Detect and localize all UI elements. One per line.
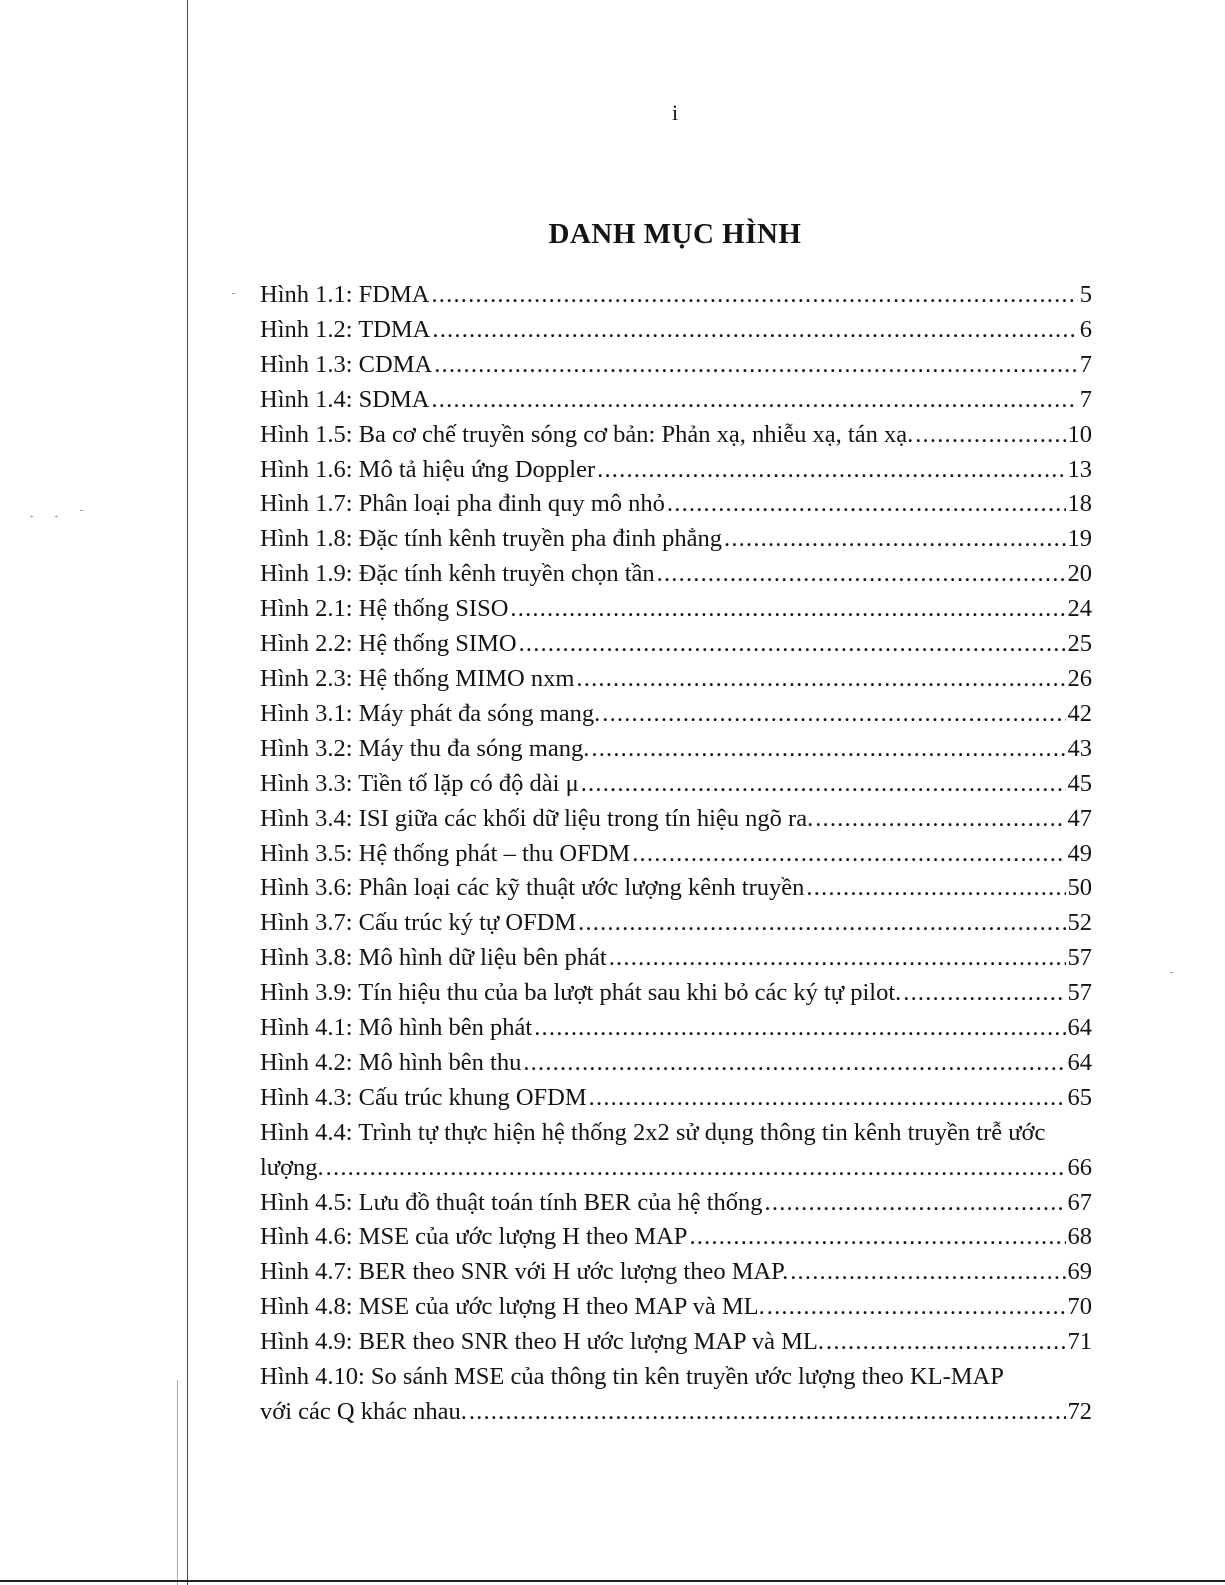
dot-leader bbox=[534, 1011, 1065, 1046]
dot-leader bbox=[431, 383, 1077, 418]
dot-leader bbox=[326, 1151, 1066, 1186]
dot-leader bbox=[431, 278, 1077, 313]
entry-page-number: 10 bbox=[1067, 420, 1092, 448]
dot-leader bbox=[432, 313, 1077, 348]
figure-list-entry[interactable] bbox=[260, 697, 1092, 732]
dot-leader bbox=[434, 348, 1078, 383]
entry-page-number: 25 bbox=[1067, 630, 1092, 658]
dot-leader bbox=[767, 1290, 1066, 1325]
entry-label: Hình 3.7: Cấu trúc ký tự OFDM bbox=[260, 909, 577, 937]
figure-list-entry[interactable] bbox=[260, 522, 1092, 557]
entry-label: Hình 3.6: Phân loại các kỹ thuật ước lượng kênh truyền bbox=[260, 874, 805, 902]
entry-page-number: 66 bbox=[1067, 1153, 1092, 1181]
dot-leader bbox=[657, 557, 1066, 592]
dot-leader bbox=[581, 767, 1066, 802]
entry-page-number: 26 bbox=[1067, 664, 1092, 692]
entry-label: Hình 3.5: Hệ thống phát – thu OFDM bbox=[260, 839, 631, 867]
binding-edge-line-secondary bbox=[177, 1380, 178, 1585]
figure-list-entry[interactable] bbox=[260, 1220, 1092, 1255]
figure-list-entry[interactable] bbox=[260, 1186, 1092, 1221]
figure-list-entry[interactable] bbox=[260, 767, 1092, 802]
entry-page-number: 13 bbox=[1067, 455, 1092, 483]
dot-leader bbox=[469, 1395, 1066, 1430]
entry-page-number: 70 bbox=[1067, 1293, 1092, 1321]
entry-label: Hình 1.7: Phân loại pha đinh quy mô nhỏ bbox=[260, 490, 665, 518]
figure-list-entry[interactable] bbox=[260, 278, 1092, 313]
entry-label: Hình 3.8: Mô hình dữ liệu bên phát bbox=[260, 944, 607, 972]
entry-label: Hình 4.7: BER theo SNR với H ước lượng theo MAP. bbox=[260, 1258, 789, 1286]
figure-list-entry[interactable] bbox=[260, 348, 1092, 383]
figure-list-entry[interactable] bbox=[260, 627, 1092, 662]
entry-label: Hình 4.4: Trình tự thực hiện hệ thống 2x2 sử dụng thông tin kênh truyền trễ ước bbox=[260, 1118, 1046, 1146]
entry-page-number: 64 bbox=[1067, 1014, 1092, 1042]
entry-label: Hình 4.8: MSE của ước lượng H theo MAP và ML. bbox=[260, 1293, 765, 1321]
entry-page-number: 67 bbox=[1067, 1188, 1092, 1216]
scan-speck bbox=[80, 510, 83, 511]
entry-page-number: 65 bbox=[1067, 1083, 1092, 1111]
entry-label-continuation: với các Q khác nhau. bbox=[260, 1398, 467, 1425]
figure-list-entry[interactable] bbox=[260, 1325, 1092, 1360]
dot-leader bbox=[806, 871, 1065, 906]
entry-label: Hình 1.6: Mô tả hiệu ứng Doppler bbox=[260, 455, 596, 483]
entry-label: Hình 2.1: Hệ thống SISO bbox=[260, 595, 509, 623]
figure-list-entry[interactable] bbox=[260, 1116, 1092, 1186]
figure-list-entry[interactable] bbox=[260, 313, 1092, 348]
dot-leader bbox=[591, 732, 1065, 767]
figure-list-entry[interactable] bbox=[260, 662, 1092, 697]
figure-list-entry[interactable] bbox=[260, 976, 1092, 1011]
dot-leader bbox=[576, 662, 1065, 697]
entry-label: Hình 4.9: BER theo SNR theo H ước lượng MAP và ML. bbox=[260, 1328, 825, 1356]
figure-list-entry[interactable] bbox=[260, 871, 1092, 906]
entry-page-number: 7 bbox=[1079, 350, 1092, 378]
scan-speck bbox=[55, 516, 58, 517]
dot-leader bbox=[578, 906, 1065, 941]
entry-page-number: 5 bbox=[1079, 281, 1092, 308]
entry-page-number: 7 bbox=[1079, 385, 1092, 413]
page-title: DANH MỤC HÌNH bbox=[548, 218, 802, 250]
dot-leader bbox=[589, 1081, 1066, 1116]
figure-list-entry[interactable] bbox=[260, 802, 1092, 837]
dot-leader bbox=[602, 697, 1065, 732]
figure-list bbox=[260, 278, 1092, 1430]
entry-page-number: 52 bbox=[1067, 909, 1092, 937]
figure-list-entry[interactable] bbox=[260, 1081, 1092, 1116]
entry-label: Hình 1.8: Đặc tính kênh truyền pha đinh phẳng bbox=[260, 525, 723, 553]
dot-leader bbox=[724, 522, 1065, 557]
dot-leader bbox=[519, 627, 1066, 662]
entry-label: Hình 4.1: Mô hình bên phát bbox=[260, 1014, 533, 1042]
scan-speck bbox=[232, 293, 235, 294]
entry-page-number: 69 bbox=[1067, 1258, 1092, 1286]
figure-list-entry[interactable] bbox=[260, 557, 1092, 592]
dot-leader bbox=[597, 453, 1065, 488]
dot-leader bbox=[689, 1220, 1065, 1255]
entry-label: Hình 1.4: SDMA bbox=[260, 385, 430, 413]
entry-page-number: 20 bbox=[1067, 560, 1092, 588]
entry-label: Hình 2.2: Hệ thống SIMO bbox=[260, 630, 517, 658]
figure-list-entry[interactable] bbox=[260, 383, 1092, 418]
entry-page-number: 64 bbox=[1067, 1048, 1092, 1076]
entry-page-number: 50 bbox=[1067, 874, 1092, 902]
entry-label: Hình 1.9: Đặc tính kênh truyền chọn tần bbox=[260, 560, 655, 588]
page-bottom-edge bbox=[0, 1580, 1225, 1582]
dot-leader bbox=[667, 487, 1066, 522]
entry-label: Hình 3.3: Tiền tố lặp có độ dài μ bbox=[260, 769, 579, 797]
entry-label: Hình 4.10: So sánh MSE của thông tin kên truyền ước lượng theo KL-MAP bbox=[260, 1363, 1004, 1391]
figure-list-entry[interactable] bbox=[260, 732, 1092, 767]
dot-leader bbox=[632, 837, 1065, 872]
scan-speck bbox=[30, 516, 33, 517]
entry-label: Hình 4.2: Mô hình bên thu bbox=[260, 1048, 522, 1076]
figure-list-entry[interactable] bbox=[260, 1290, 1092, 1325]
figure-list-entry[interactable] bbox=[260, 1011, 1092, 1046]
entry-label: Hình 3.1: Máy phát đa sóng mang. bbox=[260, 699, 601, 727]
figure-list-entry[interactable] bbox=[260, 418, 1092, 453]
page-number: i bbox=[671, 100, 679, 125]
entry-page-number: 19 bbox=[1067, 525, 1092, 553]
entry-page-number: 68 bbox=[1067, 1223, 1092, 1251]
figure-list-entry[interactable] bbox=[260, 592, 1092, 627]
entry-label: Hình 1.3: CDMA bbox=[260, 350, 433, 378]
figure-list-entry[interactable] bbox=[260, 487, 1092, 522]
entry-page-number: 49 bbox=[1067, 839, 1092, 867]
entry-page-number: 72 bbox=[1067, 1398, 1092, 1425]
dot-leader bbox=[815, 802, 1065, 837]
dot-leader bbox=[826, 1325, 1065, 1360]
entry-page-number: 6 bbox=[1079, 315, 1092, 343]
entry-label: Hình 1.5: Ba cơ chế truyền sóng cơ bản: Phản xạ, nhiễu xạ, tán xạ. bbox=[260, 420, 914, 448]
figure-list-entry[interactable] bbox=[260, 1046, 1092, 1081]
entry-label: Hình 1.2: TDMA bbox=[260, 315, 431, 343]
entry-label: Hình 3.9: Tín hiệu thu của ba lượt phát sau khi bỏ các ký tự pilot. bbox=[260, 979, 902, 1007]
entry-page-number: 71 bbox=[1067, 1328, 1092, 1356]
entry-page-number: 18 bbox=[1067, 490, 1092, 518]
entry-page-number: 47 bbox=[1067, 804, 1092, 832]
entry-page-number: 57 bbox=[1067, 944, 1092, 972]
dot-leader bbox=[903, 976, 1065, 1011]
dot-leader bbox=[523, 1046, 1065, 1081]
entry-label: Hình 4.6: MSE của ước lượng H theo MAP bbox=[260, 1223, 688, 1251]
figure-list-entry[interactable] bbox=[260, 1360, 1092, 1430]
entry-page-number: 24 bbox=[1067, 595, 1092, 623]
entry-page-number: 43 bbox=[1067, 734, 1092, 762]
dot-leader bbox=[915, 418, 1065, 453]
figure-list-entry[interactable] bbox=[260, 837, 1092, 872]
dot-leader bbox=[609, 941, 1066, 976]
entry-page-number: 42 bbox=[1067, 699, 1092, 727]
entry-label: Hình 2.3: Hệ thống MIMO nxm bbox=[260, 664, 575, 692]
entry-label: Hình 3.4: ISI giữa các khối dữ liệu trong tín hiệu ngõ ra. bbox=[260, 804, 814, 832]
scan-speck bbox=[1170, 972, 1173, 973]
entry-label: Hình 4.5: Lưu đồ thuật toán tính BER của hệ thống bbox=[260, 1188, 763, 1216]
figure-list-entry[interactable] bbox=[260, 941, 1092, 976]
entry-label: Hình 1.1: FDMA bbox=[260, 281, 430, 308]
figure-list-entry[interactable] bbox=[260, 1255, 1092, 1290]
dot-leader bbox=[510, 592, 1065, 627]
entry-label: Hình 3.2: Máy thu đa sóng mang. bbox=[260, 734, 590, 762]
entry-label: Hình 4.3: Cấu trúc khung OFDM bbox=[260, 1083, 587, 1111]
figure-list-entry[interactable] bbox=[260, 453, 1092, 488]
entry-page-number: 57 bbox=[1067, 979, 1092, 1007]
dot-leader bbox=[765, 1186, 1066, 1221]
figure-list-entry[interactable] bbox=[260, 906, 1092, 941]
dot-leader bbox=[790, 1255, 1065, 1290]
entry-label-continuation: lượng. bbox=[260, 1153, 324, 1181]
entry-page-number: 45 bbox=[1067, 769, 1092, 797]
